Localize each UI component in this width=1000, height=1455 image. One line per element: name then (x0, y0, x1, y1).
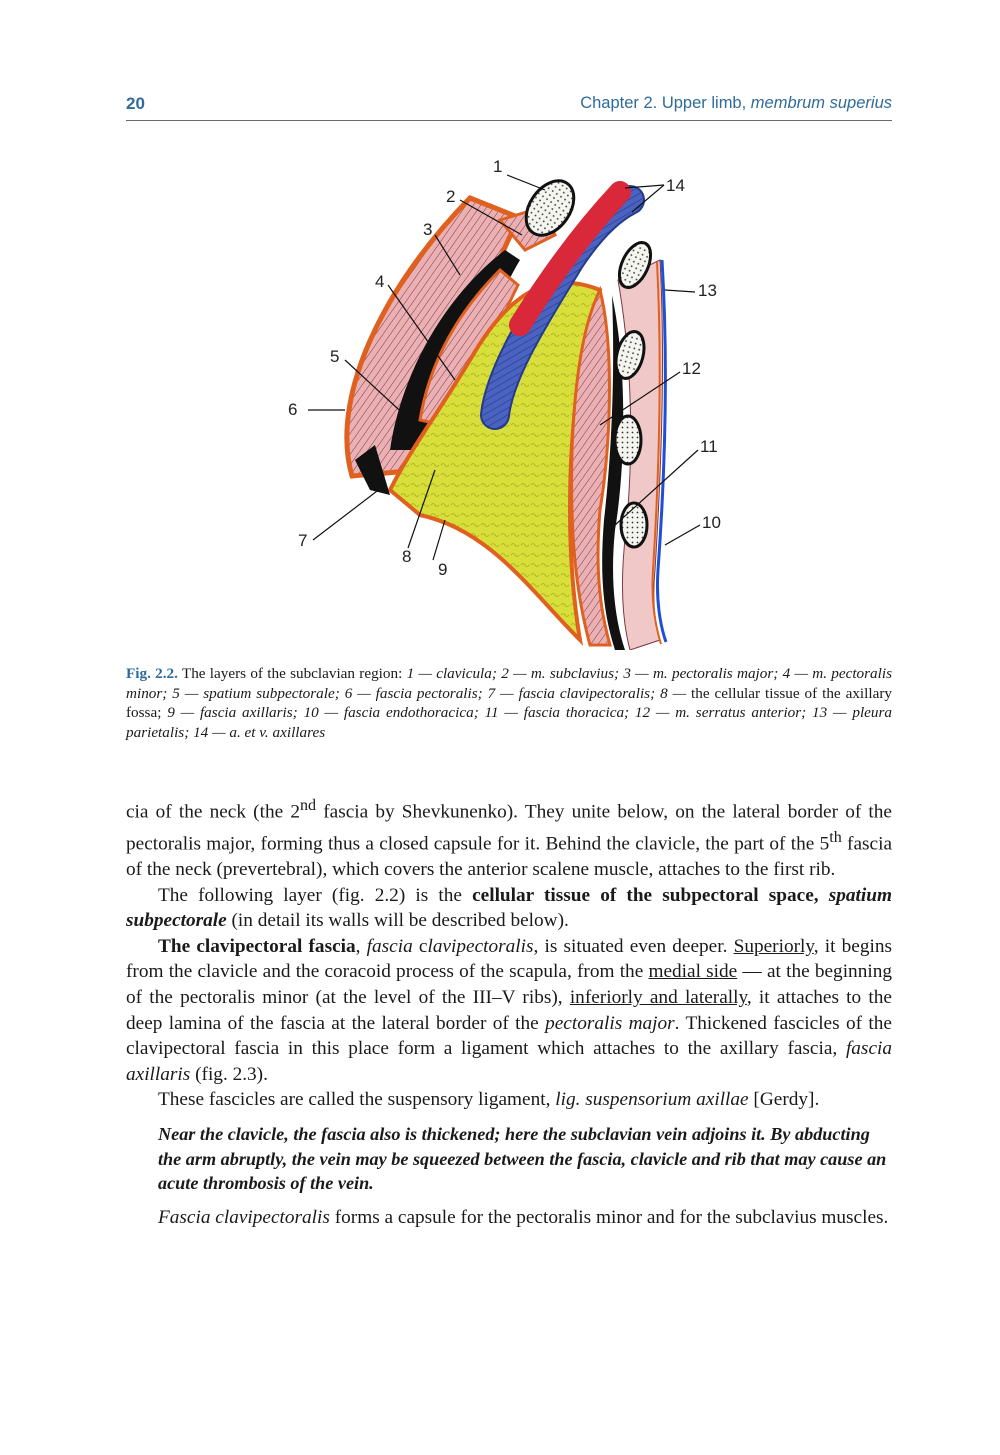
figure-label-11: 11 (700, 437, 718, 456)
caption-item: 1 — clavicula; (406, 665, 502, 682)
caption-number: Fig. 2.2. (126, 665, 178, 682)
caption-intro: The layers of the subclavian region: (177, 665, 407, 682)
chapter-title (580, 94, 892, 113)
caption-item: 14 — a. et v. axillares (193, 723, 326, 741)
caption-item: 7 — fascia clavipectoralis; (487, 684, 661, 702)
paragraph-1 (126, 793, 892, 883)
underlined-term: Superiorly (733, 935, 814, 957)
paragraph-2 (126, 883, 892, 934)
text-run: , it begins from the clavicle and the coracoid process of the scapula, from the (126, 935, 893, 983)
figure-label-8: 8 (402, 547, 412, 566)
chapter-prefix: Chapter 2. Upper limb, (580, 94, 751, 112)
caption-item: 12 — m. serratus anterior; (634, 704, 813, 721)
text-run: c (418, 935, 428, 957)
text-run: fascia of the neck (prevertebral), which covers the anterior scalene muscle, attaches to the first rib. (126, 833, 893, 881)
text-run: [Gerdy]. (748, 1089, 820, 1111)
latin-term: fascia axillaris (126, 1038, 892, 1085)
caption-item: 11 — fascia thoracica; (484, 704, 635, 721)
latin-term: spatium subpectorale (126, 884, 892, 932)
underlined-term: medial side (648, 961, 738, 983)
caption-item: 4 — m. pectoralis minor; (126, 665, 892, 702)
text-run: forms a capsule for the pectoralis minor and for the subclavius muscles. (329, 1206, 889, 1228)
paragraph-4 (126, 1087, 892, 1113)
latin-term: lavipectoralis (427, 935, 534, 957)
latin-term: pectoralis major (545, 1012, 675, 1034)
figure-label-9: 9 (438, 560, 448, 579)
text-run: The following layer (fig. 2.2) is the (158, 884, 473, 906)
figure-label-12: 12 (682, 359, 701, 378)
page-number: 20 (126, 94, 145, 113)
caption-item: the cellular tissue of the axillary fossa; (126, 684, 892, 721)
figure-label-10: 10 (702, 513, 721, 532)
running-header (126, 94, 892, 121)
figure-label-14: 14 (666, 176, 685, 195)
body-text (126, 793, 892, 1230)
figure-caption (126, 664, 892, 742)
latin-term: Fascia clavipectoralis (158, 1206, 330, 1228)
figure-label-13: 13 (698, 281, 717, 300)
text-run: cia of the neck (the 2 (126, 801, 300, 823)
clinical-note: Near the clavicle, the fascia also is thickened; here the subclavian vein adjoins it. By abducting the arm abruptly, the vein may be squeezed between the fascia, clavicle and rib that may cause an acute thrombosis of the vein. (158, 1123, 887, 1194)
bold-term: cellular tissue of the subpectoral space, (472, 884, 829, 906)
text-run: , it attaches to the deep lamina of the fascia at the lateral border of the (126, 987, 892, 1034)
caption-item: 10 — fascia endothoracica; (303, 704, 485, 721)
figure-label-3: 3 (423, 220, 433, 239)
figure-label-1: 1 (493, 157, 503, 176)
caption-item: 5 — spatium subpectorale; (172, 684, 345, 702)
underlined-term: inferiorly and laterally (569, 987, 747, 1008)
text-run: — at the beginning of the pectoralis minor (at the level of the III–V ribs), (126, 961, 892, 1008)
bold-term: The clavipectoral fascia (158, 935, 356, 957)
figure-label-7: 7 (298, 531, 308, 550)
caption-item: 3 — m. pectoralis major; (623, 665, 783, 682)
text-run: fascia by Shevkunenko). They unite below, on the lateral border of the pectoralis major, forming thus a closed capsule for it. Behind the clavicle, the part of the 5 (126, 801, 892, 855)
figure-label-5: 5 (330, 347, 340, 366)
text-run: These fascicles are called the suspensory ligament, (158, 1089, 556, 1111)
caption-item: 9 — fascia axillaris; (167, 704, 304, 721)
figure-label-4: 4 (375, 272, 385, 291)
text-run: , is situated even deeper. (533, 935, 734, 957)
latin-term: fascia (366, 935, 419, 957)
text-run: , (355, 935, 367, 957)
anatomy-figure (270, 150, 740, 650)
latin-term: lig. suspensorium axillae (555, 1089, 749, 1111)
caption-item: 2 — m. subclavius; (501, 665, 624, 682)
chapter-latin: membrum superius (750, 94, 892, 112)
text-run: . Thickened fascicles of the clavipectoral fascia in this place form a ligament which attaches to the axillary fascia, (126, 1012, 892, 1060)
caption-item: 6 — fascia pectoralis; (344, 684, 488, 702)
rib-3 (615, 416, 641, 464)
figure-label-2: 2 (446, 187, 456, 206)
paragraph-3 (126, 934, 892, 1088)
paragraph-5 (126, 1205, 892, 1231)
superscript: th (829, 829, 842, 847)
text-run: (in detail its walls will be described below). (226, 910, 569, 932)
rib-4 (621, 503, 647, 547)
caption-item: 13 — pleura parietalis; (126, 704, 893, 741)
superscript: nd (299, 797, 317, 814)
text-run: (fig. 2.3). (190, 1063, 268, 1085)
caption-item: 8 — (660, 684, 692, 702)
figure-label-6: 6 (288, 400, 298, 419)
